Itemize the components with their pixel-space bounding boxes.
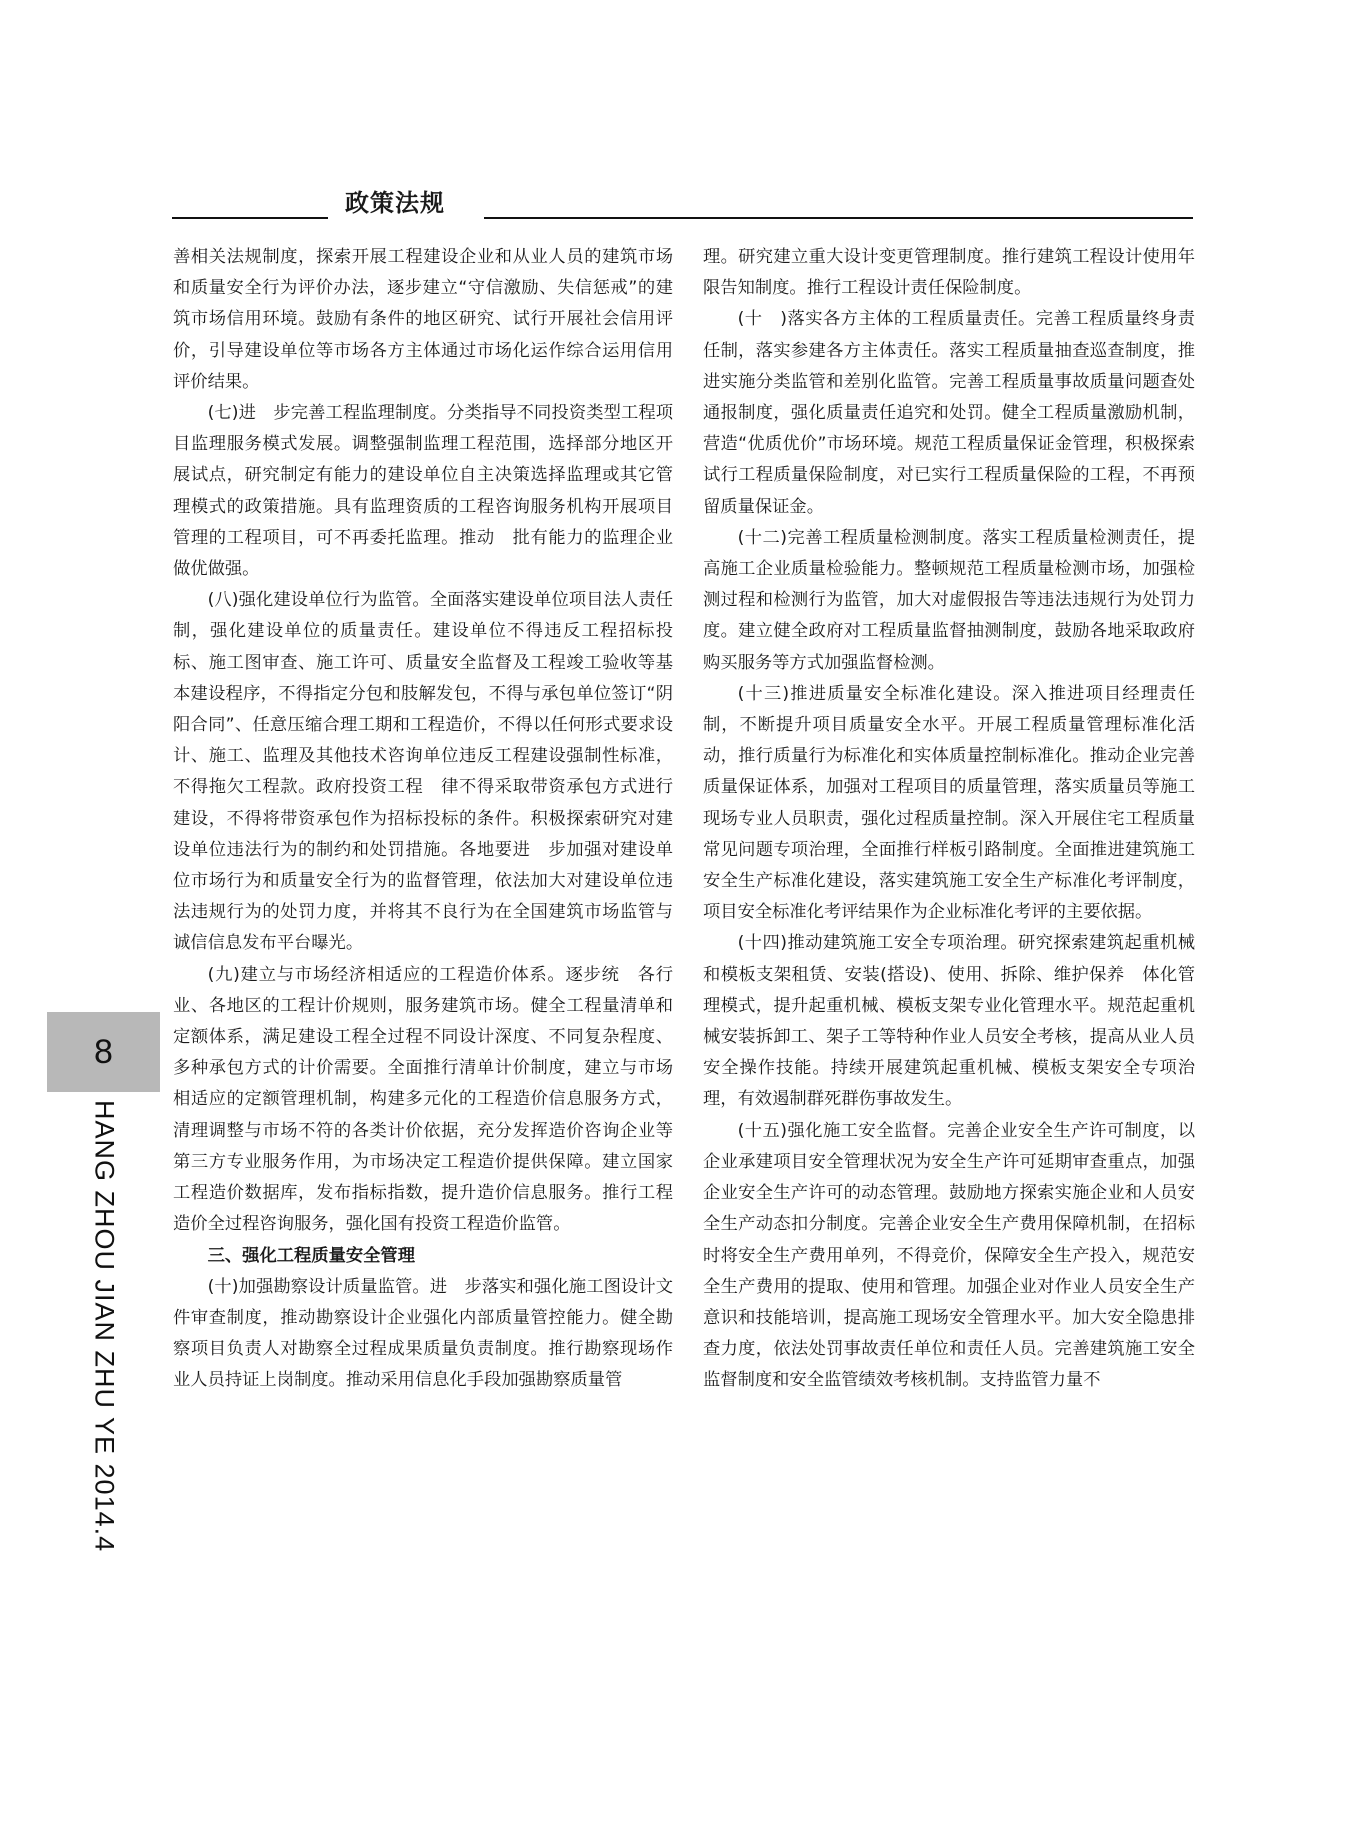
- right-column: [703, 242, 1195, 1397]
- header-rule-right: [484, 217, 1193, 219]
- paragraph: (十五)强化施工安全监督。完善企业安全生产许可制度，以企业承建项目安全管理状况为安全生产许可延期审查重点，加强企业安全生产许可的动态管理。鼓励地方探索实施企业和人员安全生产动态扣分制度。完善企业安全生产费用保障机制，在招标时将安全生产费用单列，不得竞价，保障安全生产投入，规范安全生产费用的提取、使用和管理。加强企业对作业人员安全生产意识和技能培训，提高施工现场安全管理水平。加大安全隐患排查力度，依法处罚事故责任单位和责任人员。完善建筑施工安全监督制度和安全监管绩效考核机制。支持监管力量不: [703, 1120, 1195, 1391]
- paragraph: (七)进 步完善工程监理制度。分类指导不同投资类型工程项目监理服务模式发展。调整强制监理工程范围，选择部分地区开展试点，研究制定有能力的建设单位自主决策选择监理或其它管理模式的政策措施。具有监理资质的工程咨询服务机构开展项目管理的工程项目，可不再委托监理。推动 批有能力的监理企业做优做强。: [173, 403, 673, 580]
- section-heading: 三、强化工程质量安全管理: [207, 1245, 415, 1266]
- paragraph: (十四)推动建筑施工安全专项治理。研究探索建筑起重机械和模板支架租赁、安装(搭设)、使用、拆除、维护保养 体化管理模式，提升起重机械、模板支架专业化管理水平。规范起重机械安装拆卸工、架子工等特种作业人员安全考核，提高从业人员安全操作技能。持续开展建筑起重机械、模板支架安全专项治理，有效遏制群死群伤事故发生。: [703, 933, 1195, 1110]
- header-rule-left: [172, 217, 328, 219]
- paragraph: (十)加强勘察设计质量监管。进 步落实和强化施工图设计文件审查制度，推动勘察设计企业强化内部质量管控能力。健全勘察项目负责人对勘察全过程成果质量负责制度。推行勘察现场作业人员持证上岗制度。推动采用信息化手段加强勘察质量管: [173, 1276, 673, 1391]
- section-title: 政策法规: [345, 189, 445, 217]
- paragraph: (十 )落实各方主体的工程质量责任。完善工程质量终身责任制，落实参建各方主体责任。落实工程质量抽查巡查制度，推进实施分类监管和差别化监管。完善工程质量事故质量问题查处通报制度，强化质量责任追究和处罚。健全工程质量激励机制，营造“优质优价”市场环境。规范工程质量保证金管理，积极探索试行工程质量保险制度，对已实行工程质量保险的工程，不再预留质量保证金。: [703, 309, 1195, 517]
- left-column: [173, 242, 673, 1397]
- page-number-tab: [47, 1012, 160, 1092]
- paragraph: 善相关法规制度，探索开展工程建设企业和从业人员的建筑市场和质量安全行为评价办法，逐步建立“守信激励、失信惩戒”的建筑市场信用环境。鼓励有条件的地区研究、试行开展社会信用评价，引导建设单位等市场各方主体通过市场化运作综合运用信用评价结果。: [173, 247, 673, 392]
- paragraph: (十三)推进质量安全标准化建设。深入推进项目经理责任制，不断提升项目质量安全水平。开展工程质量管理标准化活动，推行质量行为标准化和实体质量控制标准化。推动企业完善质量保证体系，加强对工程项目的质量管理，落实质量员等施工现场专业人员职责，强化过程质量控制。深入开展住宅工程质量常见问题专项治理，全面推行样板引路制度。全面推进建筑施工安全生产标准化建设，落实建筑施工安全生产标准化考评制度，项目安全标准化考评结果作为企业标准化考评的主要依据。: [703, 683, 1195, 923]
- journal-side-text: HANG ZHOU JIAN ZHU YE 2014.4: [89, 1100, 120, 1553]
- paragraph: (八)强化建设单位行为监管。全面落实建设单位项目法人责任制，强化建设单位的质量责任。建设单位不得违反工程招标投标、施工图审查、施工许可、质量安全监督及工程竣工验收等基本建设程序，不得指定分包和肢解发包，不得与承包单位签订“阴阳合同”、任意压缩合理工期和工程造价，不得以任何形式要求设计、施工、监理及其他技术咨询单位违反工程建设强制性标准，不得拖欠工程款。政府投资工程 律不得采取带资承包方式进行建设，不得将带资承包作为招标投标的条件。积极探索研究对建设单位违法行为的制约和处罚措施。各地要进 步加强对建设单位市场行为和质量安全行为的监督管理，依法加大对建设单位违法违规行为的处罚力度，并将其不良行为在全国建筑市场监管与诚信信息发布平台曝光。: [173, 590, 673, 954]
- paragraph: (十二)完善工程质量检测制度。落实工程质量检测责任，提高施工企业质量检验能力。整顿规范工程质量检测市场，加强检测过程和检测行为监管，加大对虚假报告等违法违规行为处罚力度。建立健全政府对工程质量监督抽测制度，鼓励各地采取政府购买服务等方式加强监督检测。: [703, 527, 1195, 673]
- page-number: 8: [94, 1032, 113, 1071]
- paragraph: (九)建立与市场经济相适应的工程造价体系。逐步统 各行业、各地区的工程计价规则，服务建筑市场。健全工程量清单和定额体系，满足建设工程全过程不同设计深度、不同复杂程度、多种承包方式的计价需要。全面推行清单计价制度，建立与市场相适应的定额管理机制，构建多元化的工程造价信息服务方式，清理调整与市场不符的各类计价依据，充分发挥造价咨询企业等第三方专业服务作用，为市场决定工程造价提供保障。建立国家工程造价数据库，发布指标指数，提升造价信息服务。推行工程造价全过程咨询服务，强化国有投资工程造价监管。: [173, 964, 673, 1235]
- paragraph: 理。研究建立重大设计变更管理制度。推行建筑工程设计使用年限告知制度。推行工程设计责任保险制度。: [703, 247, 1195, 299]
